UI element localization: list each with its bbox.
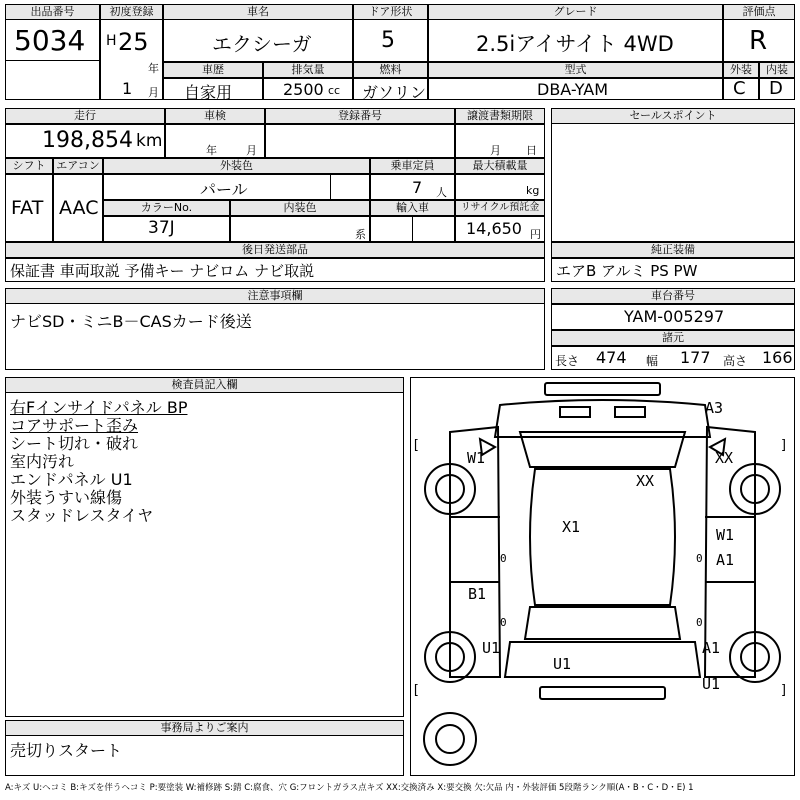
chassis-label: 車台番号 [551, 288, 795, 304]
max-load-label: 最大積載量 [455, 158, 545, 174]
lot-label: 出品番号 [5, 4, 100, 20]
transfer-month-unit: 月 [490, 144, 501, 157]
mark-u1-rear-right: U1 [702, 675, 721, 693]
height-label: 高さ [723, 354, 748, 368]
lot-number: 5034 [14, 24, 86, 57]
recycle-label: リサイクル預託金 [455, 200, 545, 216]
ac-label: エアコン [53, 158, 103, 174]
inspector-line-3: シート切れ・破れ [10, 434, 139, 453]
capacity-unit: 人 [436, 186, 447, 199]
shift: FAT [11, 197, 44, 219]
displacement-label: 排気量 [263, 62, 353, 78]
recycle-unit: 円 [530, 228, 541, 241]
parts-text: 保証書 車両取説 予備キー ナビロム ナビ取説 [10, 262, 315, 280]
fuel: ガソリン [362, 83, 427, 102]
shift-label: シフト [5, 158, 53, 174]
import-label: 輸入車 [370, 200, 455, 216]
inspection-label: 車検 [165, 108, 265, 124]
sales-point-box [551, 108, 795, 242]
car-name-label: 車名 [163, 4, 353, 20]
mark-b1-left: B1 [468, 585, 487, 603]
bracket-left-top: [ [412, 438, 420, 453]
model-label: 型式 [428, 62, 723, 78]
specs-label: 諸元 [551, 330, 795, 346]
max-load-unit: kg [526, 184, 540, 197]
zero-right-2: 0 [696, 616, 703, 629]
inspector-label: 検査員記入欄 [5, 377, 404, 393]
grade-label: グレード [428, 4, 723, 20]
int-color-label: 内装色 [230, 200, 370, 216]
history-label: 車歴 [163, 62, 263, 78]
transfer-day-unit: 日 [526, 144, 537, 157]
equipment-text: エアB アルミ PS PW [556, 262, 698, 280]
inspector-line-5: エンドパネル U1 [10, 470, 133, 489]
office-text: 売切りスタート [10, 741, 123, 760]
notes-label: 注意事項欄 [5, 288, 545, 304]
mark-u1-trunk: U1 [553, 655, 572, 673]
ext-color-label: 外装色 [103, 158, 370, 174]
bracket-left-bottom: [ [412, 683, 420, 698]
mark-x1-roof: X1 [562, 518, 581, 536]
width-label: 幅 [646, 354, 659, 368]
equipment-label: 純正装備 [551, 242, 795, 258]
ac: AAC [59, 197, 99, 219]
int-color-box [230, 216, 370, 242]
ext-color: パール [200, 180, 248, 199]
mark-xx-right: XX [715, 449, 734, 467]
height: 166 [762, 348, 793, 367]
door-label: ドア形状 [353, 4, 428, 20]
lot-sub-divider [5, 60, 100, 61]
reg-no-label: 登録番号 [265, 108, 455, 124]
reg-year-unit: 年 [148, 62, 159, 75]
zero-left-2: 0 [500, 616, 507, 629]
inspector-line-4: 室内汚れ [10, 452, 75, 471]
legend: A:キズ U:ヘコミ B:キズを伴うヘコミ P:要塗装 W:補修跡 S:錆 C:腐食、穴 G:フロントガラス点キズ XX:交換済み X:要交換 欠:欠品 内・外装評価 5段階ランク順(A・B・C・D・E) 1 [5, 783, 694, 793]
import-split [412, 216, 413, 242]
mark-w1-left: W1 [467, 449, 486, 467]
color-no: 37J [148, 218, 175, 238]
score-label: 評価点 [723, 4, 795, 20]
inspection-month-unit: 月 [246, 144, 257, 157]
mark-a1-right: A1 [716, 551, 735, 569]
sales-point-label: セールスポイント [551, 108, 795, 124]
mileage-label: 走行 [5, 108, 165, 124]
int-color-unit: 系 [355, 228, 366, 241]
notes-text: ナビSD・ミニB－CASカード後送 [10, 312, 252, 331]
capacity: 7 [412, 178, 423, 197]
model: DBA-YAM [537, 80, 609, 99]
reg-year: 25 [118, 28, 149, 56]
chassis-number: YAM-005297 [624, 307, 725, 326]
mark-u1-left: U1 [482, 639, 501, 657]
ext-color-split [330, 174, 331, 200]
interior-score: D [769, 78, 783, 99]
reg-no-box [265, 124, 455, 158]
length-label: 長さ [555, 354, 580, 368]
history: 自家用 [184, 83, 233, 102]
grade: 2.5iアイサイト 4WD [476, 32, 674, 56]
specs-box [551, 346, 795, 370]
mark-a3: A3 [705, 399, 724, 417]
displacement: 2500 [283, 80, 324, 99]
mark-xx-roof: XX [636, 472, 655, 490]
parts-label: 後日発送部品 [5, 242, 545, 258]
mileage: 198,854 [42, 128, 133, 153]
capacity-label: 乗車定員 [370, 158, 455, 174]
zero-left-1: 0 [500, 552, 507, 565]
zero-right-1: 0 [696, 552, 703, 565]
width: 177 [680, 348, 711, 367]
recycle: 14,650 [466, 219, 522, 238]
door-count: 5 [381, 28, 395, 53]
bracket-right-top: ] [780, 438, 788, 453]
bracket-right-bottom: ] [780, 683, 788, 698]
mark-a1-rear-right: A1 [702, 639, 721, 657]
reg-month-unit: 月 [148, 86, 159, 99]
inspector-line-7: スタッドレスタイヤ [10, 506, 154, 525]
exterior-score: C [733, 78, 746, 99]
color-no-label: カラーNo. [103, 200, 230, 216]
car-diagram [410, 377, 795, 776]
inspector-line-2: コアサポート歪み [10, 416, 139, 435]
inspector-line-6: 外装うすい線傷 [10, 488, 123, 507]
inspection-year-unit: 年 [206, 144, 217, 157]
office-label: 事務局よりご案内 [5, 720, 404, 736]
mileage-unit: km [136, 131, 163, 151]
exterior-label: 外装 [723, 62, 759, 78]
length: 474 [596, 348, 627, 367]
score: R [749, 26, 768, 56]
transfer-label: 譲渡書類期限 [455, 108, 545, 124]
mark-w1-right: W1 [716, 526, 735, 544]
first-reg-label: 初度登録 [100, 4, 163, 20]
fuel-label: 燃料 [353, 62, 428, 78]
reg-month: 1 [122, 79, 133, 98]
interior-label: 内装 [759, 62, 795, 78]
inspector-line-1: 右Fインサイドパネル BP [10, 398, 188, 417]
reg-era: H [106, 33, 117, 49]
displacement-unit: cc [328, 84, 341, 97]
car-name: エクシーガ [212, 32, 312, 56]
